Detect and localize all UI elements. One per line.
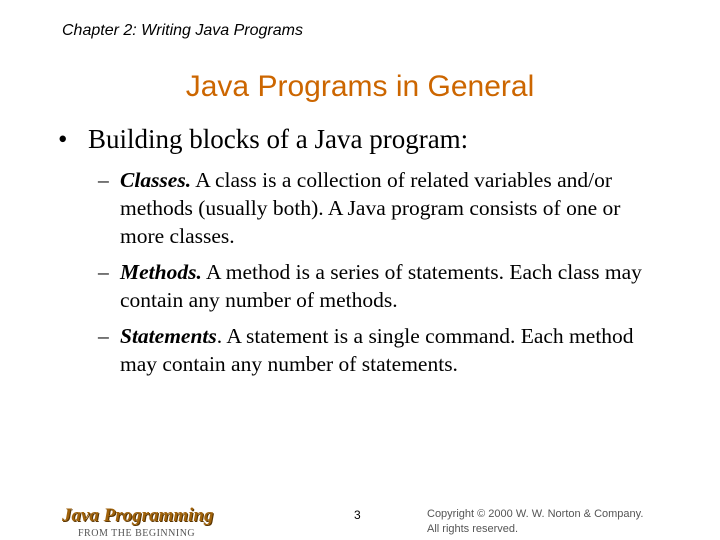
sub-bullet-methods [98,258,668,314]
chapter-heading: Chapter 2: Writing Java Programs [62,22,303,39]
page-number: 3 [354,508,361,522]
copyright-line-1: Copyright © 2000 W. W. Norton & Company. [427,508,644,520]
dash-marker: – [98,260,109,284]
term-methods: Methods. [120,260,202,284]
book-logo-subtitle: FROM THE BEGINNING [78,528,196,539]
dash-marker: – [98,324,109,348]
term-classes: Classes. [120,168,192,192]
main-bullet [58,124,468,155]
slide-title: Java Programs in General [185,70,535,103]
sub-bullet-statements [98,322,668,378]
copyright-notice [427,507,643,537]
definition-classes: A class is a collection of related variables and/or methods (usually both). A Java program consists of one or more classes. [120,168,621,248]
copyright-line-2: All rights reserved. [427,523,519,535]
definition-statements: . A statement is a single command. Each method may contain any number of statements. [120,324,634,376]
term-statements: Statements [120,324,217,348]
book-logo-title: Java Programming [62,505,214,526]
definition-methods: A method is a series of statements. Each class may contain any number of methods. [120,260,642,312]
main-bullet-text: Building blocks of a Java program: [88,124,469,154]
bullet-marker: • [58,124,68,154]
dash-marker: – [98,168,109,192]
sub-bullet-classes [98,166,668,250]
